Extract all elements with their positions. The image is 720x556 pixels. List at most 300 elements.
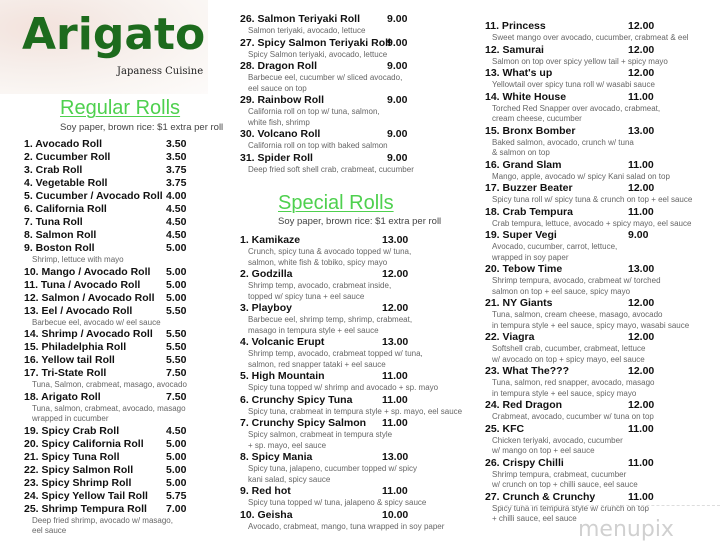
menu-item [24,164,187,177]
menu-item-row [240,60,414,73]
menu-item-price: 5.00 [166,476,187,489]
menu-item-price: 5.00 [166,278,187,291]
menu-item-price: 7.50 [166,390,187,403]
menu-item-price: 9.00 [387,94,408,106]
menu-item [24,451,187,464]
tagline: Japaness Cuisine [117,66,204,77]
menu-item-price: 11.00 [628,158,654,171]
page-fold-line [500,505,720,506]
menu-item-name: 19. Super Vegi [485,229,557,241]
menu-item-price: 5.50 [166,354,187,366]
menu-item-name: 11. Princess [485,20,546,32]
menu-item-name: 17. Tri-State Roll [24,367,107,379]
menu-item-price: 4.50 [166,424,187,437]
menu-item [485,91,692,125]
menu-item-price: 12.00 [628,399,655,411]
special-rolls-title: Special Rolls [278,192,394,214]
menu-item [240,451,462,485]
menu-item-description: California roll on top w/ tuna, salmon, [248,107,380,116]
menu-item-description: Barbecue eel, avocado w/ eel sauce [32,317,161,327]
menu-item-row [485,365,692,378]
menu-item-price: 12.00 [628,297,655,309]
menu-item [24,266,187,279]
menu-item-name: 25. Shrimp Tempura Roll [24,502,147,515]
menu-item [485,67,692,91]
menu-item-price: 5.00 [166,463,187,476]
menu-item [24,425,187,438]
menu-item [24,229,187,242]
menu-item-row [240,152,414,165]
menu-item-name: 14. Shrimp / Avocado Roll [24,328,153,340]
menu-item [240,152,414,176]
menu-item-price: 5.00 [166,437,187,450]
menu-item-row [24,328,187,341]
menu-item-price: 4.00 [166,190,187,202]
menu-item-name: 16. Grand Slam [485,158,562,171]
menu-item-description: white fish, shrimp [248,117,310,127]
menu-item-description: Spicy Salmon teriyaki, avocado, lettuce [248,49,388,59]
menu-item [24,242,187,266]
menu-item-price: 5.50 [166,328,187,340]
menu-item-row [24,203,187,216]
menu-item-name: 7. Tuna Roll [24,216,83,228]
menu-item-description: Shrimp tempura, avocado, crabmeat w/ torched [492,276,661,285]
menu-item [24,151,187,164]
menu-item-description: Sweet mango over avocado, cucumber, crabmeat & eel [492,33,689,42]
menu-item [24,341,187,354]
menu-item-row [24,138,187,151]
menu-item-name: 12. Salmon / Avocado Roll [24,291,155,304]
menu-item-name: 9. Red hot [240,485,291,497]
menu-item-row [485,399,692,412]
regular-rolls-title: Regular Rolls [60,97,181,119]
menu-item-name: 2. Godzilla [240,268,293,280]
menu-item-price: 5.00 [166,450,187,463]
menu-item-name: 12. Samurai [485,43,544,56]
menu-item-description: w/ mango on top + eel sauce [492,446,595,455]
menu-item-name: 20. Tebow Time [485,263,563,275]
menu-item-price: 12.00 [628,43,655,56]
special-rolls-note: Soy paper, brown rice: $1 extra per roll [278,216,442,227]
menu-item [485,159,692,183]
menu-item-description: w/ avocado on top + spicy mayo, eel sauce [492,354,645,364]
menu-item-row [24,438,187,451]
menu-item-row [485,20,692,33]
menu-item [24,138,187,151]
menu-item-price: 4.50 [166,216,187,228]
menu-item-name: 13. Eel / Avocado Roll [24,304,133,317]
menu-item-description: Deep fried soft shell crab, crabmeat, cucumber [248,164,414,174]
menu-item-description: Avocado, crabmeat, mango, tuna wrapped in soy paper [248,521,445,531]
menu-item [485,182,692,206]
menu-item-price: 7.50 [166,367,187,379]
menu-item-row [485,331,692,344]
menu-item [24,177,187,190]
menu-item [24,190,187,203]
menu-item-row [24,477,187,490]
menu-item-row [24,151,187,164]
menu-item [240,60,414,94]
menu-item-description: eel sauce [32,526,67,535]
menu-item-price: 9.00 [387,13,408,25]
menu-item-row [485,91,692,104]
menu-item-description: Mango, apple, avocado w/ spicy Kani salad on top [492,171,670,181]
menu-item-description: wrapped in cucumber [32,414,109,423]
menu-item-description: eel sauce on top [248,83,307,93]
menu-item-name: 21. Spicy Tuna Roll [24,450,120,463]
menu-item [485,206,692,230]
menu-item [240,128,414,152]
menu-item-row [240,128,414,141]
menu-item-row [24,451,187,464]
menu-item-row [485,491,692,504]
menu-item-row [485,297,692,310]
menu-item-name: 24. Red Dragon [485,399,563,411]
menu-item-description: Salmon on top over spicy yellow tail + spicy mayo [492,56,668,66]
menu-item [485,365,692,399]
menu-item-price: 11.00 [628,90,654,103]
menu-item-price: 11.00 [382,393,408,406]
menu-item-row [24,354,187,367]
menu-item-row [24,464,187,477]
menu-item-row [24,503,187,516]
menu-item [24,367,187,391]
menu-item-description: Shrimp, lettuce with mayo [32,255,124,264]
menu-item-description: Spicy tuna topped w/ shrimp and avocado + sp. mayo [248,383,439,392]
menu-item-name: 28. Dragon Roll [240,60,318,72]
menu-item-description: Spicy tuna, crabmeat in tempura style + sp. mayo, eel sauce [248,406,463,416]
menu-item-price: 9.00 [628,229,649,241]
menu-item-price: 9.00 [387,36,408,49]
menu-item-name: 26. Crispy Chilli [485,456,564,469]
menu-item-row [24,164,187,177]
menu-item-row [24,305,187,318]
regular-rolls-list-b [240,13,414,175]
menu-item-name: 29. Rainbow Roll [240,94,325,106]
menu-item [240,370,462,394]
menu-item-description: in tempura style + eel sauce, spicy mayo, wasabi sauce [492,320,690,330]
menu-item-row [240,268,462,281]
menu-item [24,477,187,490]
menu-item-description: Barbecue eel, shrimp temp, shrimp, crabmeat, [248,315,413,324]
menu-item-description: wrapped in soy paper [492,252,569,262]
menu-item-name: 3. Playboy [240,302,292,314]
menu-item [240,37,414,61]
menu-item-name: 13. What's up [485,67,553,79]
menu-item-price: 3.50 [166,151,187,163]
menu-item-name: 25. KFC [485,422,525,435]
menu-item-row [240,451,462,464]
menu-item-name: 10. Geisha [240,508,293,521]
menu-item [24,503,187,537]
menu-item-price: 5.00 [166,291,187,304]
menu-item-price: 7.00 [166,502,187,515]
menu-item [485,125,692,159]
menu-item-name: 15. Philadelphia Roll [24,341,127,353]
menu-item-price: 3.50 [166,138,187,150]
menu-item-name: 5. Cucumber / Avocado Roll [24,190,163,202]
menu-item-row [24,367,187,380]
menu-item-row [24,266,187,279]
menu-item-description: Spicy salmon, crabmeat in tempura style [248,430,393,439]
menu-item-price: 4.50 [166,229,187,241]
menu-item-price: 13.00 [628,263,655,275]
watermark: menupix [578,517,674,542]
menu-item-name: 3. Crab Roll [24,164,83,176]
menu-item-description: Salmon teriyaki, avocado, lettuce [248,26,366,35]
menu-item-price: 11.00 [628,456,654,469]
menu-item-row [24,242,187,255]
menu-item-price: 4.50 [166,203,187,215]
menu-item [24,391,187,425]
menu-item-price: 12.00 [382,268,409,280]
menu-item [485,229,692,263]
menu-item-row [485,159,692,172]
menu-item-name: 22. Spicy Salmon Roll [24,463,134,476]
menu-item-description: cream cheese, cucumber [492,114,582,123]
menu-item-description: salmon, red snapper tataki + eel sauce [248,359,386,369]
menu-item-row [240,509,462,522]
menu-item [24,203,187,216]
menu-item-name: 1. Kamikaze [240,234,301,246]
menu-item-description: Spicy tuna roll w/ spicy tuna & crunch on top + eel sauce [492,195,693,204]
menu-item-row [485,263,692,276]
menu-item-row [24,177,187,190]
menu-item [485,423,692,457]
menu-item-name: 20. Spicy California Roll [24,437,144,450]
menu-item-row [24,279,187,292]
menu-item-price: 11.00 [628,490,654,503]
menu-item [240,234,462,268]
menu-item-description: Tuna, salmon, crabmeat, avocado, masago [32,403,186,413]
menu-item-price: 3.75 [166,177,187,189]
menu-item-price: 5.00 [166,265,187,278]
menu-item-price: 10.00 [382,508,409,521]
menu-item [240,485,462,509]
menu-item-name: 27. Crunch & Crunchy [485,490,596,503]
menu-item-name: 6. Crunchy Spicy Tuna [240,393,353,406]
menu-item [240,394,462,418]
menu-item [240,509,462,533]
menu-item-row [485,67,692,80]
menu-item-description: Spicy tuna topped w/ tuna, jalapeno & spicy sauce [248,498,427,507]
menu-item-name: 26. Salmon Teriyaki Roll [240,13,361,25]
menu-item-name: 18. Crab Tempura [485,205,573,218]
menu-item [24,292,187,305]
menu-item-description: Baked salmon, avocado, crunch w/ tuna [492,137,634,147]
menu-item-description: Softshell crab, cucumber, crabmeat, lettuce [492,344,646,353]
menu-item-row [24,490,187,503]
menu-item-price: 9.00 [387,151,408,164]
menu-item-price: 12.00 [382,302,409,314]
menu-item-row [24,292,187,305]
menu-item-description: Chicken teriyaki, avocado, cucumber [492,435,623,445]
menu-item-description: kani salad, spicy sauce [248,474,331,484]
menu-item [240,13,414,37]
menu-item-name: 6. California Roll [24,203,107,215]
menu-item-row [24,229,187,242]
menu-item-description: salmon, white fish & tobiko, spicy mayo [248,257,388,267]
restaurant-logo: Arigato [22,9,206,60]
menu-item-description: Tuna, salmon, red snapper, avocado, masago [492,378,655,387]
menu-item-row [24,341,187,354]
menu-item [24,438,187,451]
menu-item-price: 12.00 [628,20,655,32]
menu-item-name: 30. Volcano Roll [240,128,321,140]
menu-item-name: 27. Spicy Salmon Teriyaki Roll [240,36,391,49]
menu-item-description: topped w/ spicy tuna + eel sauce [248,291,365,301]
menu-item [240,94,414,128]
menu-item-row [485,206,692,219]
menu-item-name: 22. Viagra [485,331,535,343]
menu-item-description: masago in tempura style + eel sauce [248,325,379,335]
menu-item-price: 5.50 [166,341,187,353]
menu-item-row [24,391,187,404]
menu-item-row [485,229,692,242]
menu-item-description: Shrimp temp, avocado, crabmeat inside, [248,281,392,290]
menu-item-row [24,425,187,438]
menu-item [24,490,187,503]
menu-item-price: 5.75 [166,489,187,502]
menu-item-row [240,336,462,349]
menu-item-name: 21. NY Giants [485,297,553,309]
menu-item-row [240,370,462,383]
menu-item-row [240,302,462,315]
menu-item-description: Crunch, spicy tuna & avocado topped w/ tuna, [248,247,412,256]
menu-item-name: 23. Spicy Shrimp Roll [24,476,132,489]
menu-item-name: 17. Buzzer Beater [485,182,573,194]
special-rolls-list-a [240,234,462,532]
menu-item-price: 13.00 [382,234,409,246]
menu-item-row [485,423,692,436]
menu-item-name: 15. Bronx Bomber [485,124,576,137]
menu-item [485,263,692,297]
menu-item-row [24,190,187,203]
menu-item-price: 11.00 [382,417,408,429]
menu-item-description: + sp. mayo, eel sauce [248,440,327,450]
menu-item-price: 11.00 [628,422,654,435]
menu-item-price: 11.00 [382,485,408,497]
menu-item [485,331,692,365]
menu-item-description: California roll on top with baked salmon [248,141,388,150]
menu-item-price: 12.00 [628,331,655,343]
menu-item-description: Crab tempura, lettuce, avocado + spicy mayo, eel sauce [492,218,692,228]
regular-rolls-list-a [24,138,187,537]
menu-item-name: 16. Yellow tail Roll [24,354,115,366]
regular-rolls-note: Soy paper, brown rice: $1 extra per roll [60,122,224,133]
menu-item-price: 13.00 [628,124,655,137]
menu-item-description: w/ crunch on top + chilli sauce, eel sauce [492,480,638,489]
menu-item [485,457,692,491]
menu-item-row [240,417,462,430]
menu-item [24,464,187,477]
menu-item-name: 31. Spider Roll [240,151,313,164]
menu-item-price: 11.00 [628,205,654,218]
menu-item-description: Tuna, Salmon, crabmeat, masago, avocado [32,380,187,389]
menu-item-description: Shrimp temp, avocado, crabmeat topped w/ tuna, [248,349,423,358]
menu-item-name: 2. Cucumber Roll [24,151,111,163]
menu-item-description: in tempura style + eel sauce, spicy mayo [492,388,637,398]
menu-item [485,20,692,44]
menu-item-name: 18. Arigato Roll [24,390,101,403]
menu-item [240,302,462,336]
menu-item-description: + chilli sauce, eel sauce [492,514,577,523]
menu-item-price: 5.50 [166,304,187,317]
menu-item-description: Spicy tuna, jalapeno, cucumber topped w/ spicy [248,464,417,473]
menu-item-row [240,37,414,50]
menu-item-name: 11. Tuna / Avocado Roll [24,278,141,291]
menu-item-price: 3.75 [166,164,187,176]
menu-item-row [24,216,187,229]
menu-item-row [240,394,462,407]
menu-item-row [485,182,692,195]
menu-item [240,268,462,302]
menu-item-description: Tuna, salmon, cream cheese, masago, avocado [492,310,663,319]
menu-item-description: Deep fried shrimp, avocado w/ masago, [32,515,173,525]
menu-item-row [240,485,462,498]
menu-item [240,417,462,451]
menu-item-name: 1. Avocado Roll [24,138,102,150]
menu-item-name: 4. Volcanic Erupt [240,336,325,348]
menu-item-price: 13.00 [382,336,409,348]
menu-item-description: Crabmeat, avocado, cucumber w/ tuna on top [492,412,654,421]
menu-item-row [485,457,692,470]
menu-item-name: 19. Spicy Crab Roll [24,424,120,437]
menu-item-price: 5.00 [166,242,187,254]
menu-item-row [240,94,414,107]
menu-item-description: Spicy tuna in tempura style w/ crunch on top [492,503,649,513]
menu-item-price: 12.00 [628,67,655,79]
menu-item [24,279,187,292]
menu-item-name: 5. High Mountain [240,370,325,382]
menu-item-name: 23. What The??? [485,365,569,377]
menu-item [24,305,187,329]
menu-item-description: Shrimp tempura, crabmeat, cucumber [492,469,627,479]
menu-item-price: 12.00 [628,182,655,194]
header-banner [0,0,208,94]
menu-item-row [240,13,414,26]
special-rolls-list-b [485,20,692,525]
menu-item-name: 14. White House [485,90,567,103]
menu-item-description: salmon on top + eel sauce, spicy mayo [492,286,631,296]
menu-item-name: 7. Crunchy Spicy Salmon [240,417,367,429]
menu-item-name: 8. Spicy Mania [240,451,313,463]
menu-item-description: Avocado, cucumber, carrot, lettuce, [492,242,618,251]
menu-item-description: & salmon on top [492,148,550,157]
menu-item-price: 9.00 [387,60,408,72]
menu-item-description: Yellowtail over spicy tuna roll w/ wasabi sauce [492,80,655,89]
menu-item-price: 13.00 [382,451,409,463]
menu-item [485,399,692,423]
menu-item-row [240,234,462,247]
menu-item [24,328,187,341]
menu-item-row [485,44,692,57]
menu-item-price: 9.00 [387,128,408,140]
menu-item-name: 10. Mango / Avocado Roll [24,265,151,278]
menu-item-name: 9. Boston Roll [24,242,95,254]
menu-item-name: 4. Vegetable Roll [24,177,108,189]
menu-item [24,216,187,229]
menu-item-price: 12.00 [628,365,655,377]
menu-item-name: 8. Salmon Roll [24,229,97,241]
menu-item-row [485,125,692,138]
menu-item [485,44,692,68]
menu-item-description: Barbecue eel, cucumber w/ sliced avocado, [248,73,403,82]
menu-item-price: 11.00 [382,370,408,382]
menu-item [240,336,462,370]
menu-item [485,297,692,331]
menu-item-description: Torched Red Snapper over avocado, crabmeat, [492,103,661,113]
